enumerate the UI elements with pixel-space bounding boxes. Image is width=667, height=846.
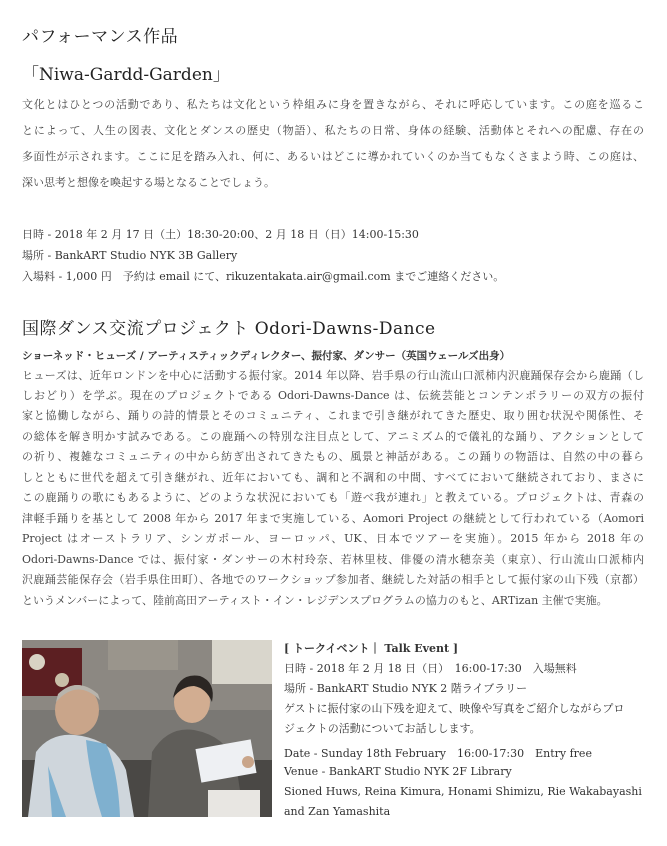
paragraph-line: というメンバーによって、陸前高田アーティスト・イン・レジデンスプログラムの協力のもと、ARTizan 主催で実施。 [22, 594, 608, 607]
paragraph-line: しとともに世代を超えて引き継がれ、近年においても、調和と不調和の中間、すべてにおいて継続されており、まさに [22, 471, 644, 484]
event-date: 日時 - 2018 年 2 月 17 日（土）18:30-20:00、2 月 18 日（日）14:00-15:30 [22, 228, 419, 241]
paragraph-line: とによって、人生の図表、文化とダンスの歴史（物語）、私たちの日常、身体の経験、活動体とそれへの配慮、存在の [22, 124, 644, 137]
paragraph-line: しおどり）を学ぶ。現在のプロジェクトである Odori-Dawns-Dance は、伝統芸能とコンテンポラリーの双方の振付 [22, 389, 644, 402]
paragraph-line: の総体を解き明かす試みである。この鹿踊への特別な注目点として、アニミズム的で儀礼的な踊り、アクションとして [22, 430, 644, 443]
paragraph-line: Project はオーストラリア、シンガポール、ヨーロッパ、UK、日本でツアーを実施）。2015 年から 2018 年の [22, 532, 644, 545]
paragraph-line: この鹿踊りの歌にもあるように、どのような状況においても「遊べ我が連れ」と教えている。プロジェクトは、青森の [22, 491, 644, 504]
paragraph-line: 津軽手踊りを基として 2008 年から 2017 年まで実施している、Aomori Project の継続として行われている（Aomori [22, 512, 644, 525]
work-title: 「Niwa-Gardd-Garden」 [22, 65, 230, 85]
event-venue: 場所 - BankART Studio NYK 3B Gallery [22, 249, 238, 262]
talk-en-line: Sioned Huws, Reina Kimura, Honami Shimizu, Rie Wakabayashi [284, 785, 642, 798]
paragraph-line: Odori-Dawns-Dance では、振付家・ダンサーの木村玲奈、若林里枝、俳優の清水穂奈美（東京）、行山流山口派柿内 [22, 553, 644, 566]
talk-en-line: and Zan Yamashita [284, 805, 391, 818]
artist-subheading: ショーネッド・ヒューズ / アーティスティックディレクター、振付家、ダンサー（英国ウェールズ出身） [22, 350, 511, 362]
paragraph-line: 文化とはひとつの活動であり、私たちは文化という枠組みに身を置きながら、それに呼応しています。この庭を巡るこ [22, 98, 644, 111]
event-fee: 入場料 - 1,000 円 予約は email にて、rikuzentakata.air@gmail.com までご連絡ください。 [22, 270, 505, 283]
talk-jp-line: 場所 - BankART Studio NYK 2 階ライブラリー [284, 682, 528, 695]
talk-jp-line: ジェクトの活動についてお話しします。 [284, 722, 481, 735]
talk-en-line: Venue - BankART Studio NYK 2F Library [284, 765, 512, 778]
section2-heading: 国際ダンス交流プロジェクト Odori-Dawns-Dance [22, 319, 436, 339]
section1-heading: パフォーマンス作品 [22, 27, 179, 47]
paragraph-line: の祈り、複雑なコミュニティの中から紡ぎ出されてきたもの、風景と神話がある。この踊りの物語は、自然の中の暮ら [22, 450, 644, 463]
paragraph-line: 深い思考と想像を喚起する場となることでしょう。 [22, 176, 275, 189]
paragraph-line: ヒューズは、近年ロンドンを中心に活動する振付家。2014 年以降、岩手県の行山流山口派柿内沢鹿踊保存会から鹿踊（し [22, 369, 644, 382]
talk-jp-line: ゲストに振付家の山下残を迎えて、映像や写真をご紹介しながらプロ [284, 702, 625, 715]
talk-jp-line: 日時 - 2018 年 2 月 18 日（日） 16:00-17:30 入場無料 [284, 662, 577, 675]
talk-heading: [ トークイベント｜ Talk Event ] [284, 642, 459, 655]
paragraph-line: 多面性が示されます。ここに足を踏み入れ、何に、あるいはどこに導かれていくのか当てもなくさまよう時、この庭は、 [22, 150, 644, 163]
talk-event-photo [22, 640, 272, 817]
paragraph-line: 家と協働しながら、踊りの詩的情景とそのコミュニティ、これまで引き継がれてきた歴史、取り囲む状況や関係性、そ [22, 409, 644, 422]
talk-en-line: Date - Sunday 18th February 16:00-17:30 Entry free [284, 747, 592, 760]
paragraph-line: 沢鹿踊芸能保存会（岩手県住田町）、各地でのワークショップ参加者、継続した対話の相手として振付家の山下残（京都） [22, 573, 644, 586]
